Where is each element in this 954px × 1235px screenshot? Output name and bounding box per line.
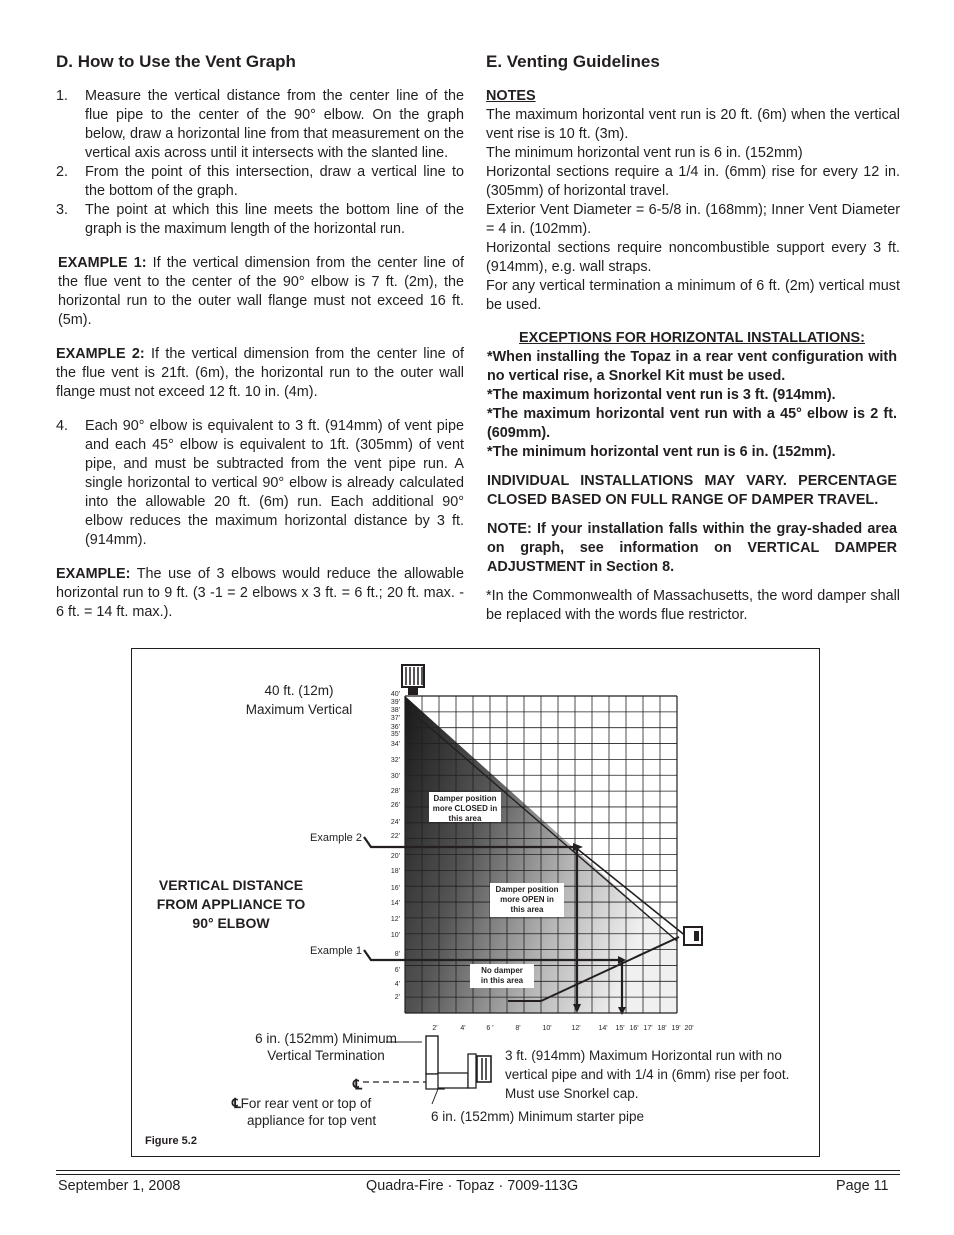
x-tick-label: 20' bbox=[684, 1025, 694, 1032]
step-1: 1. Measure the vertical distance from the center line of the flue pipe to the center of the 90° elbow. On the graph below, draw a horizontal line from that measurement on the vertical axis across until it intersects with the slanted line. bbox=[56, 88, 464, 161]
y-tick-label: 16' bbox=[390, 885, 400, 892]
y-tick-label: 10' bbox=[390, 932, 400, 939]
figure-5-2 bbox=[131, 648, 820, 1157]
x-tick-label: 2' bbox=[432, 1025, 438, 1032]
example-2: EXAMPLE 2: If the vertical dimension from the center line of the flue vent is 21ft. (6m), the horizontal run to the outer wall flange must not exceed 12 ft. 10 in. (4m). bbox=[56, 346, 464, 400]
note-6: For any vertical termination a minimum of 6 ft. (2m) vertical must be used. bbox=[486, 278, 900, 313]
y-tick-label: 35' bbox=[390, 731, 400, 738]
step-3: 3. The point at which this line meets the bottom line of the graph is the maximum length of the horizontal run. bbox=[56, 202, 464, 237]
x-tick-label: 8' bbox=[515, 1025, 521, 1032]
snorkel-cap-icon bbox=[477, 1056, 491, 1082]
max-vertical-label: 40 ft. (12m) bbox=[264, 683, 334, 698]
rear-vent-label: ℄For rear vent or top of appliance for top vent bbox=[232, 1095, 402, 1129]
footer-date: September 1, 2008 bbox=[58, 1178, 181, 1194]
note-5: Horizontal sections require noncombustible support every 3 ft. (914mm), e.g. wall straps. bbox=[486, 240, 900, 275]
vent-cap-base bbox=[408, 687, 418, 695]
figure-label: Figure 5.2 bbox=[145, 1135, 197, 1147]
x-tick-label: 19' bbox=[671, 1025, 681, 1032]
exceptions-heading: EXCEPTIONS FOR HORIZONTAL INSTALLATIONS: bbox=[519, 330, 865, 346]
min-vertical-label: 6 in. (152mm) Minimum Vertical Termination bbox=[255, 1031, 397, 1063]
individual-installations: INDIVIDUAL INSTALLATIONS MAY VARY. PERCENTAGE CLOSED BASED ON FULL RANGE OF DAMPER TRAVEL. bbox=[487, 473, 897, 508]
note-1: The maximum horizontal vent run is 20 ft. (6m) when the vertical vent rise is 10 ft. (3m). bbox=[486, 107, 900, 142]
y-axis-title: VERTICAL DISTANCE FROM APPLIANCE TO 90° ELBOW bbox=[156, 877, 306, 931]
gray-area-note: NOTE: If your installation falls within the gray-shaded area on graph, see information on VERTICAL DAMPER ADJUSTMENT in Section 8. bbox=[487, 521, 897, 575]
starter-pipe-label: 6 in. (152mm) Minimum starter pipe bbox=[431, 1109, 645, 1124]
step-4: 4. Each 90° elbow is equivalent to 3 ft. (914mm) of vent pipe and each 45° elbow is equivalent to 1ft. (305mm) of vent pipe, and must be subtracted from the vent pipe run. A single horizontal to vertical 90° elbow is already calculated into the allowable 20 ft. (6m) run. Each additional 90° elbow reduces the maximum horizontal distance by 3 ft. (914mm). bbox=[56, 418, 464, 548]
x-tick-label: 17' bbox=[643, 1025, 653, 1032]
step-2: 2. From the point of this intersection, draw a vertical line to the bottom of the graph. bbox=[56, 164, 464, 199]
y-tick-label: 20' bbox=[390, 853, 400, 860]
closed-area-text: this area bbox=[448, 814, 482, 823]
y-tick-label: 40' bbox=[390, 691, 400, 698]
notes-heading: NOTES bbox=[486, 88, 536, 104]
y-tick-label: 32' bbox=[390, 757, 400, 764]
y-tick-label: 12' bbox=[390, 916, 400, 923]
max-horizontal-label: 3 ft. (914mm) Maximum Horizontal run with no vertical pipe and with 1/4 in (6mm) rise per foot. Must use Snorkel cap. bbox=[505, 1048, 790, 1101]
x-tick-label: 18' bbox=[657, 1025, 667, 1032]
open-area-text: more OPEN in bbox=[500, 895, 554, 904]
starter-pipe bbox=[438, 1073, 468, 1088]
x-tick-label: 10' bbox=[542, 1025, 552, 1032]
footer-page: Page 11 bbox=[836, 1178, 889, 1194]
max-vertical-label-2: Maximum Vertical bbox=[245, 702, 353, 717]
closed-area-text: Damper position bbox=[433, 794, 497, 803]
vertical-termination-pipe bbox=[426, 1036, 438, 1074]
right-column bbox=[486, 52, 900, 625]
exception-3: *The maximum horizontal vent run with a 45° elbow is 2 ft. (609mm). bbox=[487, 406, 897, 441]
y-tick-label: 4' bbox=[394, 981, 400, 988]
section-e-heading: E. Venting Guidelines bbox=[486, 52, 660, 71]
footer-rule bbox=[56, 1170, 900, 1175]
left-column bbox=[56, 52, 464, 622]
x-tick-label: 14' bbox=[598, 1025, 608, 1032]
y-tick-label: 8' bbox=[394, 951, 400, 958]
closed-area-text: more CLOSED in bbox=[432, 804, 498, 813]
note-3: Horizontal sections require a 1/4 in. (6mm) rise for every 12 in. (305mm) of horizontal travel. bbox=[486, 164, 900, 199]
exception-1: *When installing the Topaz in a rear vent configuration with no vertical rise, a Snorkel Kit must be used. bbox=[487, 349, 897, 384]
note-2: The minimum horizontal vent run is 6 in. (152mm) bbox=[486, 145, 803, 161]
step-4-list bbox=[56, 417, 464, 550]
example-3: EXAMPLE: The use of 3 elbows would reduce the allowable horizontal run to 9 ft. (3 -1 = 2 elbows x 3 ft. = 6 ft.; 20 ft. max. - 6 ft. = 14 ft. max.). bbox=[56, 566, 464, 620]
footer-doc: Quadra-Fire · Topaz · 7009-113G bbox=[366, 1178, 579, 1194]
y-tick-label: 38' bbox=[390, 707, 400, 714]
exception-2: *The maximum horizontal vent run is 3 ft. (914mm). bbox=[487, 387, 836, 403]
y-tick-label: 28' bbox=[390, 788, 400, 795]
y-tick-label: 26' bbox=[390, 802, 400, 809]
no-damper-area-text: No damper bbox=[481, 966, 523, 975]
wall-flange bbox=[468, 1054, 476, 1088]
section-d-heading: D. How to Use the Vent Graph bbox=[56, 52, 296, 71]
example-1: EXAMPLE 1: If the vertical dimension from the center line of the flue vent to the center of the 90° elbow is 7 ft. (2m), the horizontal run to the outer wall flange must not exceed 16 ft. (5m). bbox=[58, 255, 464, 328]
y-tick-label: 24' bbox=[390, 819, 400, 826]
example-1-label: Example 1 bbox=[310, 945, 362, 957]
y-tick-label: 14' bbox=[390, 900, 400, 907]
x-tick-label: 12' bbox=[571, 1025, 581, 1032]
x-tick-label: 4' bbox=[460, 1025, 466, 1032]
y-tick-label: 34' bbox=[390, 741, 400, 748]
x-tick-label: 16' bbox=[629, 1025, 639, 1032]
y-tick-label: 36' bbox=[390, 724, 400, 731]
steps-list bbox=[56, 87, 464, 239]
y-tick-label: 2' bbox=[394, 994, 400, 1001]
x-tick-label: 6 ' bbox=[486, 1025, 494, 1032]
example-2-label: Example 2 bbox=[310, 832, 362, 844]
y-tick-label: 22' bbox=[390, 833, 400, 840]
no-damper-area-text: in this area bbox=[480, 976, 524, 985]
leader-line bbox=[432, 1089, 438, 1104]
rear-vent-line-1: ℄For rear vent or top of bbox=[232, 1096, 372, 1111]
exceptions-box bbox=[486, 329, 897, 577]
y-tick-label: 18' bbox=[390, 868, 400, 875]
y-tick-label: 37' bbox=[390, 715, 400, 722]
massachusetts-note: *In the Commonwealth of Massachusetts, the word damper shall be replaced with the words flue restrictor. bbox=[486, 588, 900, 623]
x-tick-label: 15' bbox=[615, 1025, 625, 1032]
y-tick-label: 30' bbox=[390, 773, 400, 780]
y-tick-label: 6' bbox=[394, 967, 400, 974]
open-area-text: Damper position bbox=[495, 885, 559, 894]
note-4: Exterior Vent Diameter = 6-5/8 in. (168mm); Inner Vent Diameter = 4 in. (102mm). bbox=[486, 202, 900, 237]
exception-4: *The minimum horizontal vent run is 6 in. (152mm). bbox=[487, 444, 836, 460]
centerline-symbol: ℄ bbox=[353, 1076, 362, 1092]
y-tick-label: 39' bbox=[390, 699, 400, 706]
vent-cap-right-icon bbox=[684, 927, 702, 945]
open-area-text: this area bbox=[510, 905, 544, 914]
vent-cap-right-mark bbox=[694, 931, 699, 941]
